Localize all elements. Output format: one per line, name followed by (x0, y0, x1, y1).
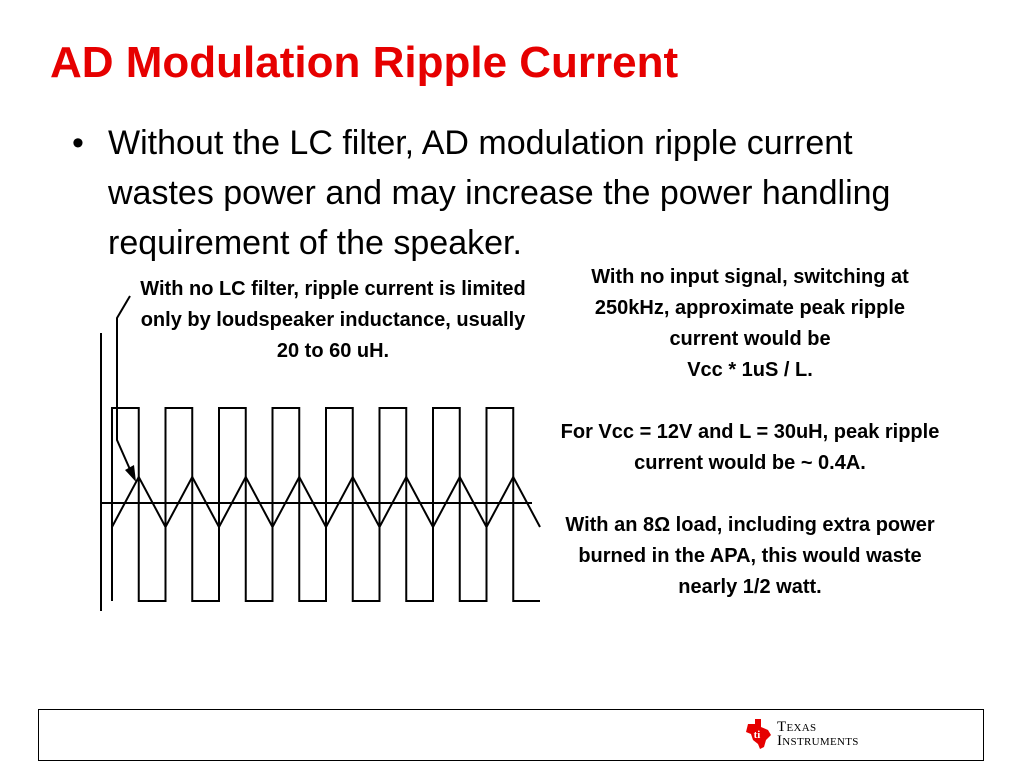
logo-word-texas: TEXAS (777, 719, 817, 735)
note-formula: Vcc * 1uS / L. (687, 359, 813, 381)
note-example-calculation: For Vcc = 12V and L = 30uH, peak ripple current would be ~ 0.4A. (560, 421, 940, 474)
logo-word-instruments: INSTRUMENTS (777, 733, 859, 749)
note-power-waste: With an 8Ω load, including extra power burned in the APA, this would waste nearly 1/2 watt. (565, 514, 935, 598)
bullet-marker: • (72, 124, 84, 162)
inductance-callout: With no LC filter, ripple current is limited only by loudspeaker inductance, usually 20 to 60 uH. (140, 278, 526, 362)
svg-text:ti: ti (753, 729, 761, 741)
pointer-arrow-line (117, 296, 132, 474)
pointer-arrow-head (125, 465, 136, 482)
square-wave (112, 408, 540, 601)
slide-title: AD Modulation Ripple Current (50, 38, 679, 87)
bullet-text: Without the LC filter, AD modulation ripple current wastes power and may increase the power handling requirement of the speaker. (108, 124, 891, 262)
ti-state-icon (744, 718, 774, 750)
note-no-signal-text: With no input signal, switching at 250kHz, approximate peak ripple current would be (591, 266, 909, 350)
